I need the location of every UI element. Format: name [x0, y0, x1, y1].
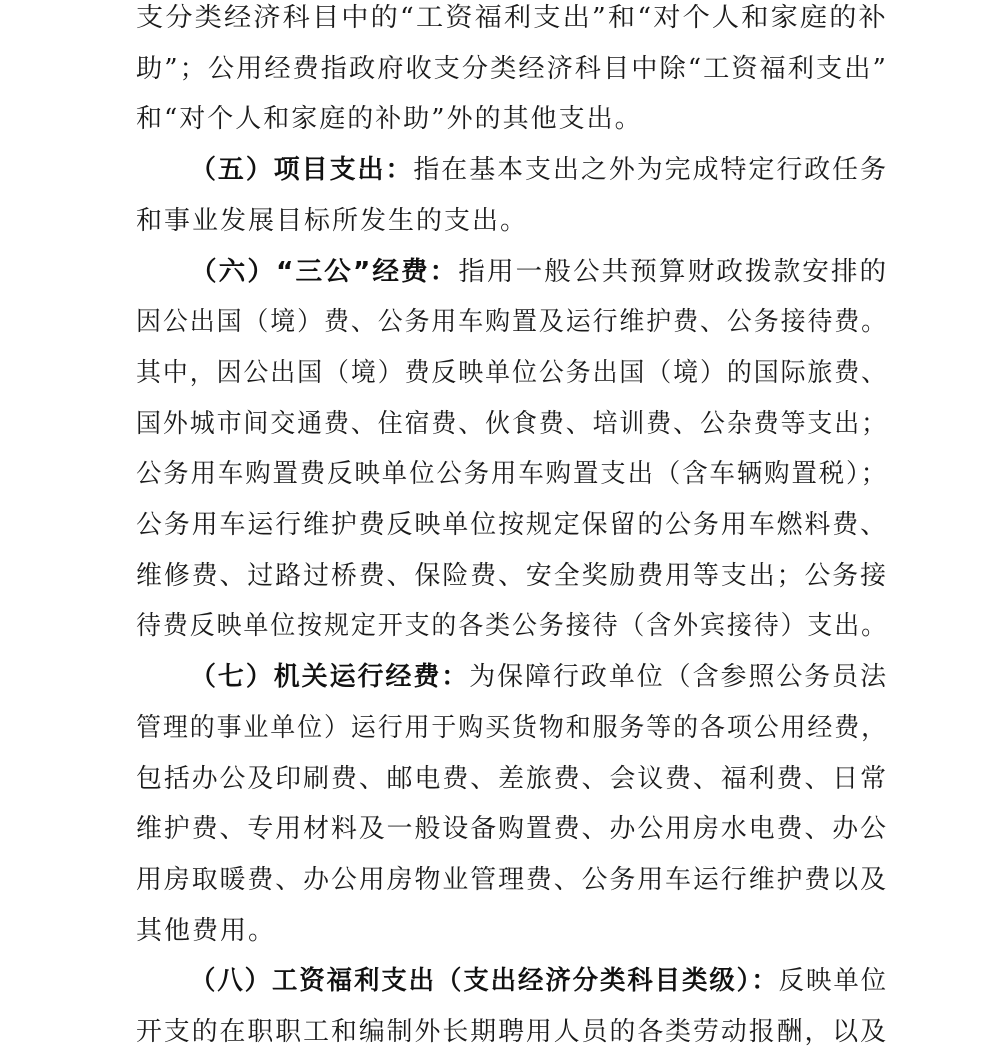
line-text: 其他费用。 [136, 915, 277, 946]
section-heading-line [190, 257, 888, 287]
text-line [136, 358, 888, 388]
line-text: 公务用车运行维护费反映单位按规定保留的公务用车燃料费、 [136, 510, 889, 540]
line-text: 国外城市间交通费、住宿费、伙食费、培训费、公杂费等支出； [136, 408, 889, 439]
text-line [136, 459, 888, 489]
line-text: 其中，因公出国（境）费反映单位公务出国（境）的国际旅费、 [136, 357, 889, 388]
line-text: 管理的事业单位）运行用于购买货物和服务等的各项公用经费， [136, 712, 889, 743]
text-line [136, 206, 528, 236]
text-line [136, 916, 276, 946]
line-text: 开支的在职职工和编制外长期聘用人员的各类劳动报酬，以及 [136, 1017, 889, 1047]
text-line [136, 561, 888, 591]
section-heading: （八）工资福利支出（支出经济分类科目类级）： [190, 966, 779, 997]
line-text: 公务用车购置费反映单位公务用车购置支出（含车辆购置税）； [136, 459, 889, 490]
text-line [136, 611, 888, 641]
line-text: 为保障行政单位（含参照公务员法 [469, 662, 889, 693]
section-heading: （五）项目支出： [190, 155, 414, 186]
line-text: 维护费、专用材料及一般设备购置费、办公用房水电费、办公 [136, 814, 889, 845]
line-text: 助”；公用经费指政府收支分类经济科目中除“工资福利支出” [136, 53, 888, 84]
line-text: 指用一般公共预算财政拨款安排的 [458, 256, 889, 287]
section-heading: （六）“三公”经费： [190, 256, 459, 287]
section-heading-line [190, 155, 888, 185]
line-text: 支分类经济科目中的“工资福利支出”和“对个人和家庭的补 [136, 3, 888, 33]
line-text: 用房取暖费、办公用房物业管理费、公务用车运行维护费以及 [136, 864, 889, 895]
text-line [136, 104, 643, 134]
line-text: 和事业发展目标所发生的支出。 [136, 205, 529, 236]
text-line [136, 54, 888, 84]
section-heading-line [190, 662, 888, 692]
section-heading: （七）机关运行经费： [190, 662, 470, 693]
text-line [136, 409, 888, 439]
section-heading-line [190, 966, 888, 996]
line-text: 包括办公及印刷费、邮电费、差旅费、会议费、福利费、日常 [136, 763, 889, 794]
text-line [136, 307, 888, 337]
text-line [136, 3, 888, 33]
line-text: 待费反映单位按规定开支的各类公务接待（含外宾接待）支出。 [136, 611, 889, 642]
line-text: 反映单位 [778, 966, 889, 997]
text-line [136, 865, 888, 895]
text-line [136, 510, 888, 540]
text-line [136, 713, 888, 743]
line-text: 维修费、过路过桥费、保险费、安全奖励费用等支出；公务接 [136, 560, 889, 591]
line-text: 因公出国（境）费、公务用车购置及运行维护费、公务接待费。 [136, 307, 889, 338]
text-line [136, 814, 888, 844]
line-text: 和“对个人和家庭的补助”外的其他支出。 [136, 104, 643, 135]
text-line [136, 764, 888, 794]
line-text: 指在基本支出之外为完成特定行政任务 [413, 155, 889, 186]
